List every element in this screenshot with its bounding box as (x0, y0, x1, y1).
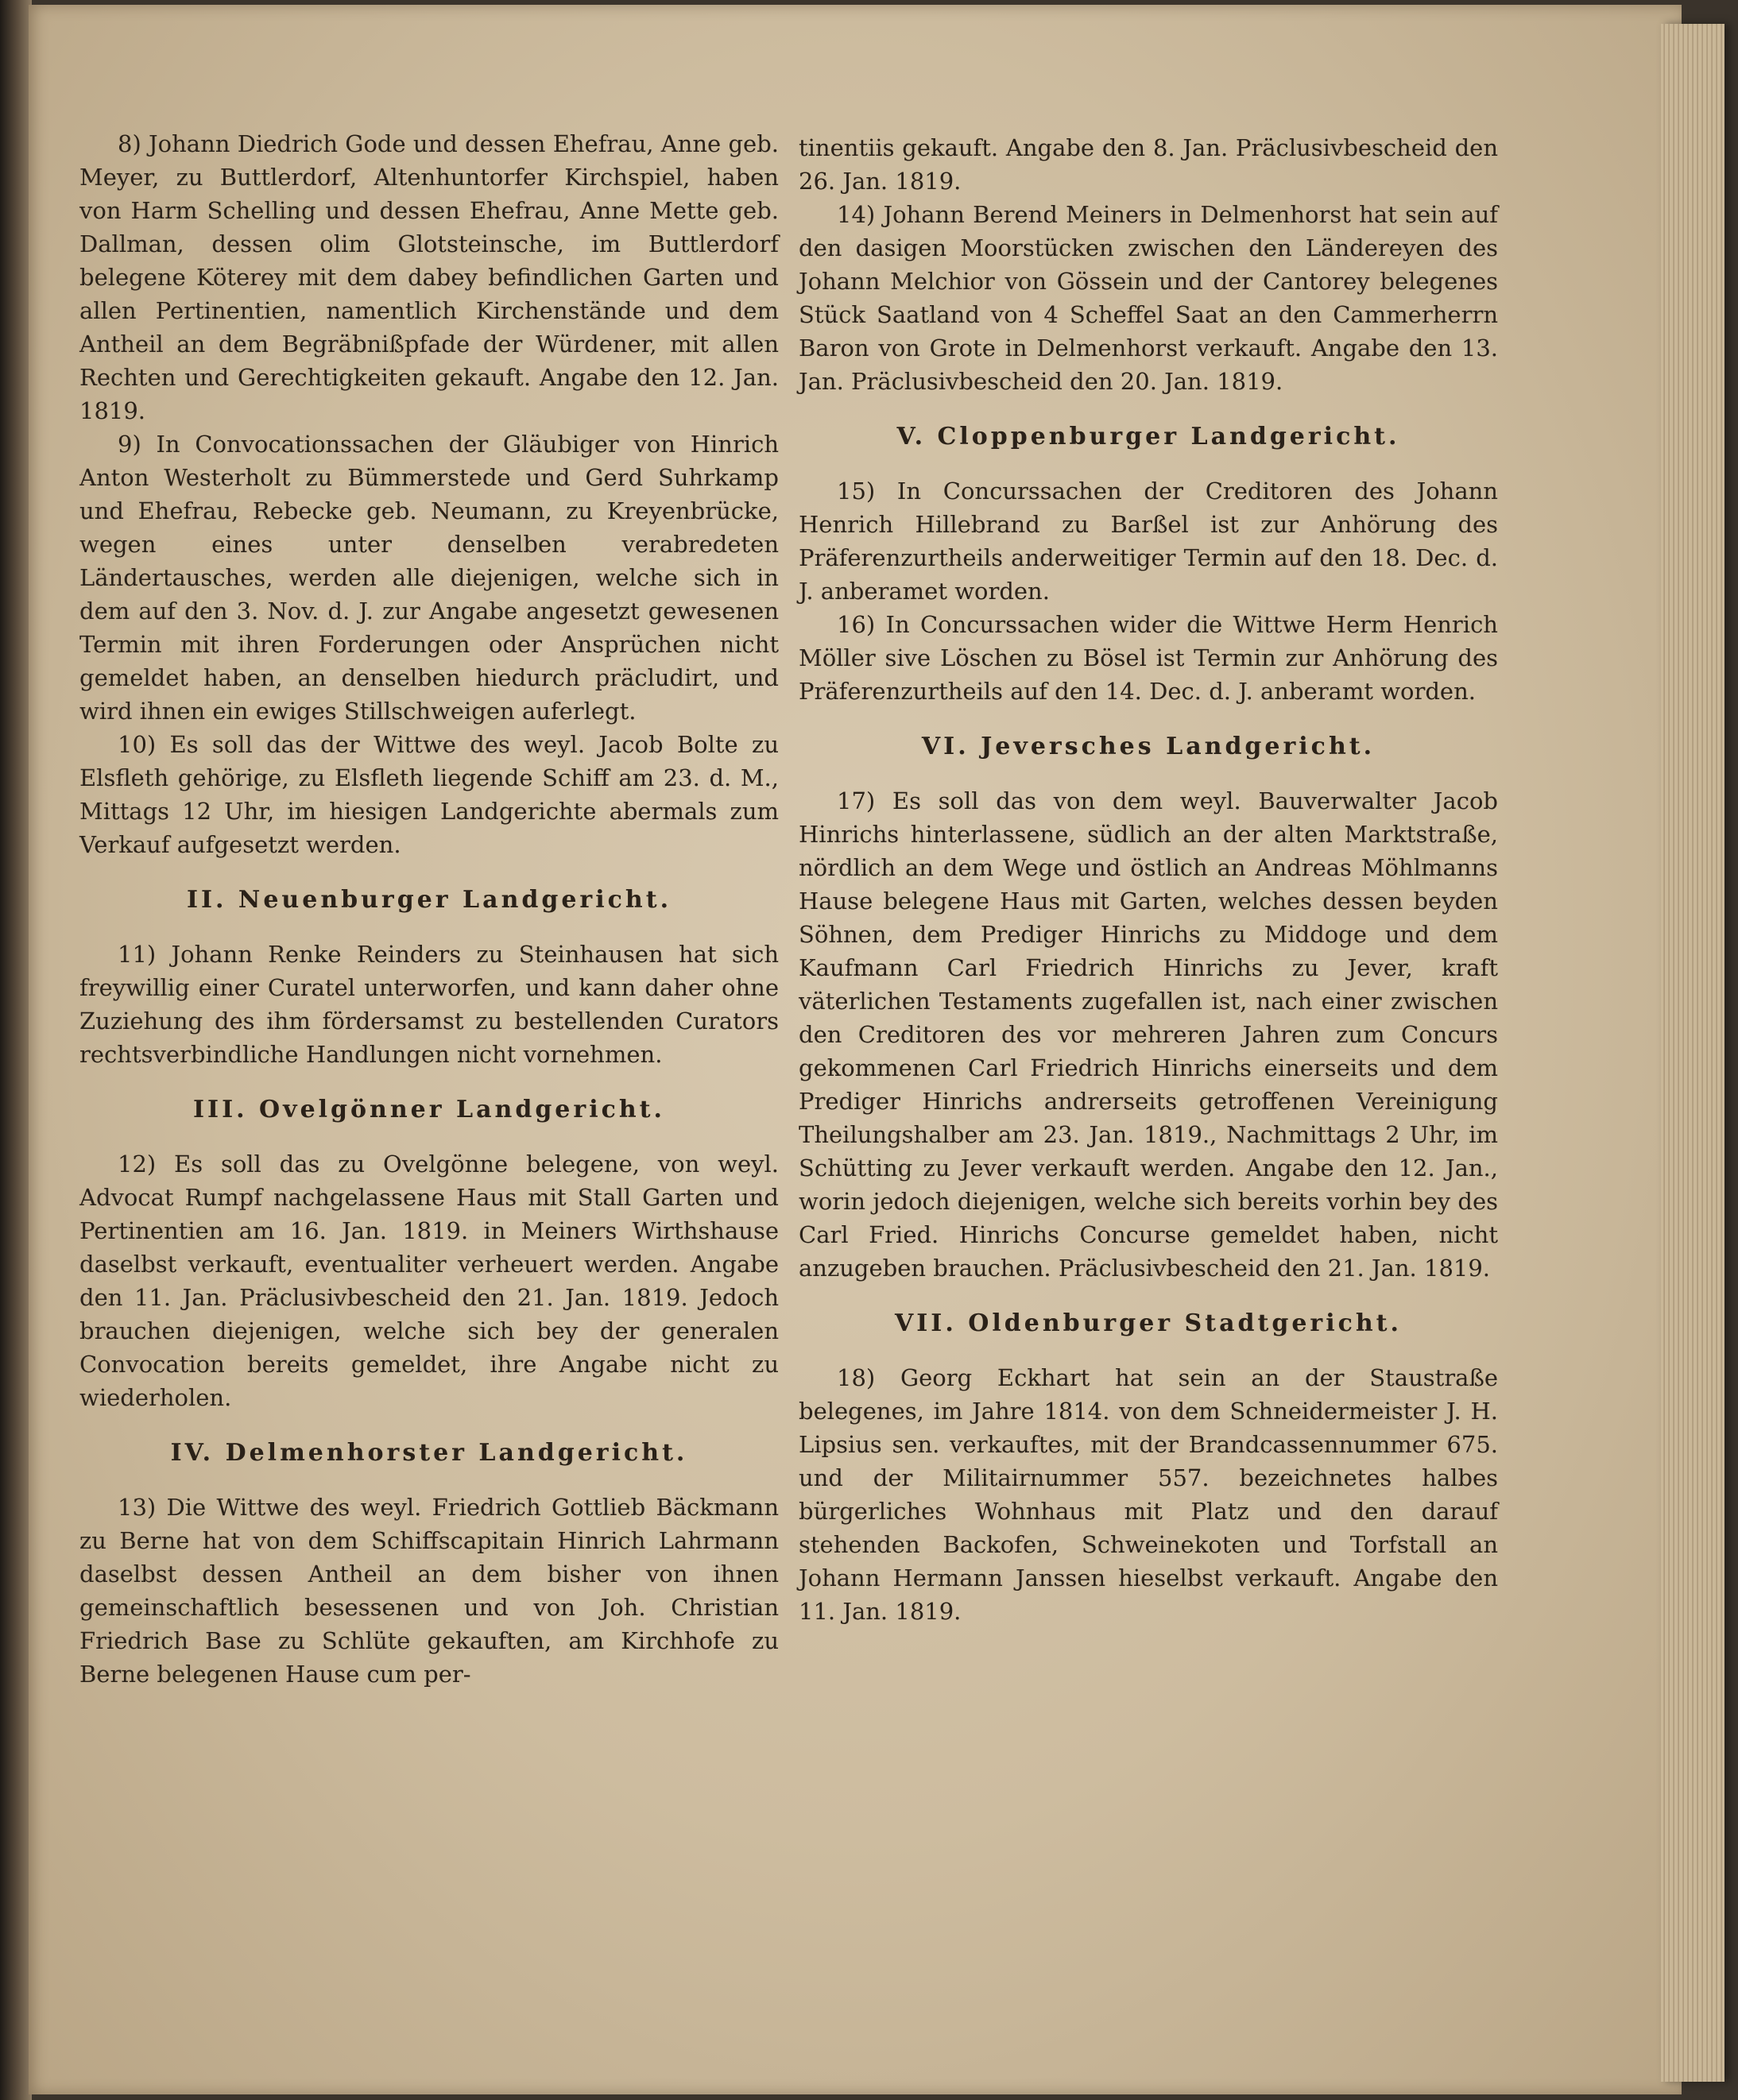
left-column (79, 127, 779, 1691)
entry-18: 18) Georg Eckhart hat sein an der Staustraße belegenes, im Jahre 1814. von dem Schneidermeister J. H. Lipsius sen. verkauftes, mit der Brandcassennummer 675. und der Militairnummer 557. bezeichnetes halbes bürgerliches Wohnhaus mit Platz und den darauf stehenden Backofen, Schweinekoten und Torfstall an Johann Hermann Janssen hieselbst verkauft. Angabe den 11. Jan. 1819. (799, 1364, 1498, 1625)
section-heading-jeversches: VI. Jeversches Landgericht. (921, 733, 1376, 760)
page-stack-edges (1661, 24, 1724, 2082)
section-heading-cloppenburger: V. Cloppenburger Landgericht. (896, 423, 1400, 451)
section-heading-neuenburger: II. Neuenburger Landgericht. (186, 886, 672, 914)
entry-12: 12) Es soll das zu Ovelgönne belegene, von weyl. Advocat Rumpf nachgelassene Haus mit Stall Garten und Pertinentien am 16. Jan. 1819. in Meiners Wirthshause daselbst verkauft, eventualiter verheuert werden. Angabe den 11. Jan. Präclusivbescheid den 21. Jan. 1819. Jedoch brauchen diejenigen, welche sich bey der generalen Convocation bereits gemeldet, ihre Angabe nicht zu wiederholen. (79, 1151, 779, 1411)
entry-13: 13) Die Wittwe des weyl. Friedrich Gottlieb Bäckmann zu Berne hat von dem Schiffscapitain Hinrich Lahrmann daselbst dessen Antheil an dem bisher von ihnen gemeinschaftlich besessenen und von Joh. Christian Friedrich Base zu Schlüte gekauften, am Kirchhofe zu Berne belegenen Hause cum per- (79, 1494, 779, 1688)
section-heading-delmenhorster: IV. Delmenhorster Landgericht. (170, 1439, 688, 1467)
section-heading-oldenburger: VII. Oldenburger Stadtgericht. (895, 1309, 1402, 1337)
entry-9: 9) In Convocationssachen der Gläubiger von Hinrich Anton Westerholt zu Bümmerstede und Gerd Suhrkamp und Ehefrau, Rebecke geb. Neumann, zu Kreyenbrücke, wegen eines unter denselben verabredeten Ländertausches, werden alle diejenigen, welche sich in dem auf den 3. Nov. d. J. zur Angabe angesetzt gewesenen Termin mit ihren Forderungen oder Ansprüchen nicht gemeldet haben, an denselben hiedurch präcludirt, und wird ihnen ein ewiges Stillschweigen auferlegt. (79, 431, 779, 725)
entry-13-continued: tinentiis gekauft. Angabe den 8. Jan. Präclusivbescheid den 26. Jan. 1819. (799, 134, 1498, 195)
entry-17: 17) Es soll das von dem weyl. Bauverwalter Jacob Hinrichs hinterlassene, südlich an der alten Marktstraße, nördlich an dem Wege und östlich an Andreas Möhlmanns Hause belegene Haus mit Garten, welches dessen beyden Söhnen, dem Prediger Hinrichs zu Middoge und dem Kaufmann Carl Friedrich Hinrichs zu Jever, kraft väterlichen Testaments zugefallen ist, nach einer zwischen den Creditoren des vor mehreren Jahren zum Concurs gekommenen Carl Friedrich Hinrichs einerseits und dem Prediger Hinrichs andrerseits getroffenen Vereinigung Theilungshalber am 23. Jan. 1819., Nachmittags 2 Uhr, im Schütting zu Jever verkauft werden. Angabe den 12. Jan., worin jedoch diejenigen, welche sich bereits vorhin bey des Carl Fried. Hinrichs Concurse gemeldet haben, nicht anzugeben brauchen. Präclusivbescheid den 21. Jan. 1819. (799, 787, 1498, 1282)
section-heading-ovelgoenner: III. Ovelgönner Landgericht. (193, 1096, 665, 1123)
entry-14: 14) Johann Berend Meiners in Delmenhorst hat sein auf den dasigen Moorstücken zwischen den Ländereyen des Johann Melchior von Gössein und der Cantorey belegenes Stück Saatland von 4 Scheffel Saat an den Cammerherrn Baron von Grote in Delmenhorst verkauft. Angabe den 13. Jan. Präclusivbescheid den 20. Jan. 1819. (799, 201, 1498, 395)
right-column (799, 131, 1498, 1628)
entry-11: 11) Johann Renke Reinders zu Steinhausen hat sich freywillig einer Curatel unterworfen, und kann daher ohne Zuziehung des ihm fördersamst zu bestellenden Curators rechtsverbindliche Handlungen nicht vornehmen. (79, 941, 779, 1068)
entry-15: 15) In Concurssachen der Creditoren des Johann Henrich Hillebrand zu Barßel ist zur Anhörung des Präferenzurtheils anderweitiger Termin auf den 18. Dec. d. J. anberamet worden. (799, 478, 1498, 605)
facing-page-edge (0, 0, 32, 2100)
entry-16: 16) In Concurssachen wider die Wittwe Herm Henrich Möller sive Löschen zu Bösel ist Termin zur Anhörung des Präferenzurtheils auf den 14. Dec. d. J. anberamt worden. (799, 611, 1498, 705)
entry-10: 10) Es soll das der Wittwe des weyl. Jacob Bolte zu Elsfleth gehörige, zu Elsfleth liegende Schiff am 23. d. M., Mittags 12 Uhr, im hiesigen Landgerichte abermals zum Verkauf aufgesetzt werden. (79, 731, 779, 858)
entry-8: 8) Johann Diedrich Gode und dessen Ehefrau, Anne geb. Meyer, zu Buttlerdorf, Altenhuntorfer Kirchspiel, haben von Harm Schelling und dessen Ehefrau, Anne Mette geb. Dallman, dessen olim Glotsteinsche, im Buttlerdorf belegene Köterey mit dem dabey befindlichen Garten und allen Pertinentien, namentlich Kirchenstände und dem Antheil an dem Begräbnißpfade der Würdener, mit allen Rechten und Gerechtigkeiten gekauft. Angabe den 12. Jan. 1819. (79, 130, 779, 424)
